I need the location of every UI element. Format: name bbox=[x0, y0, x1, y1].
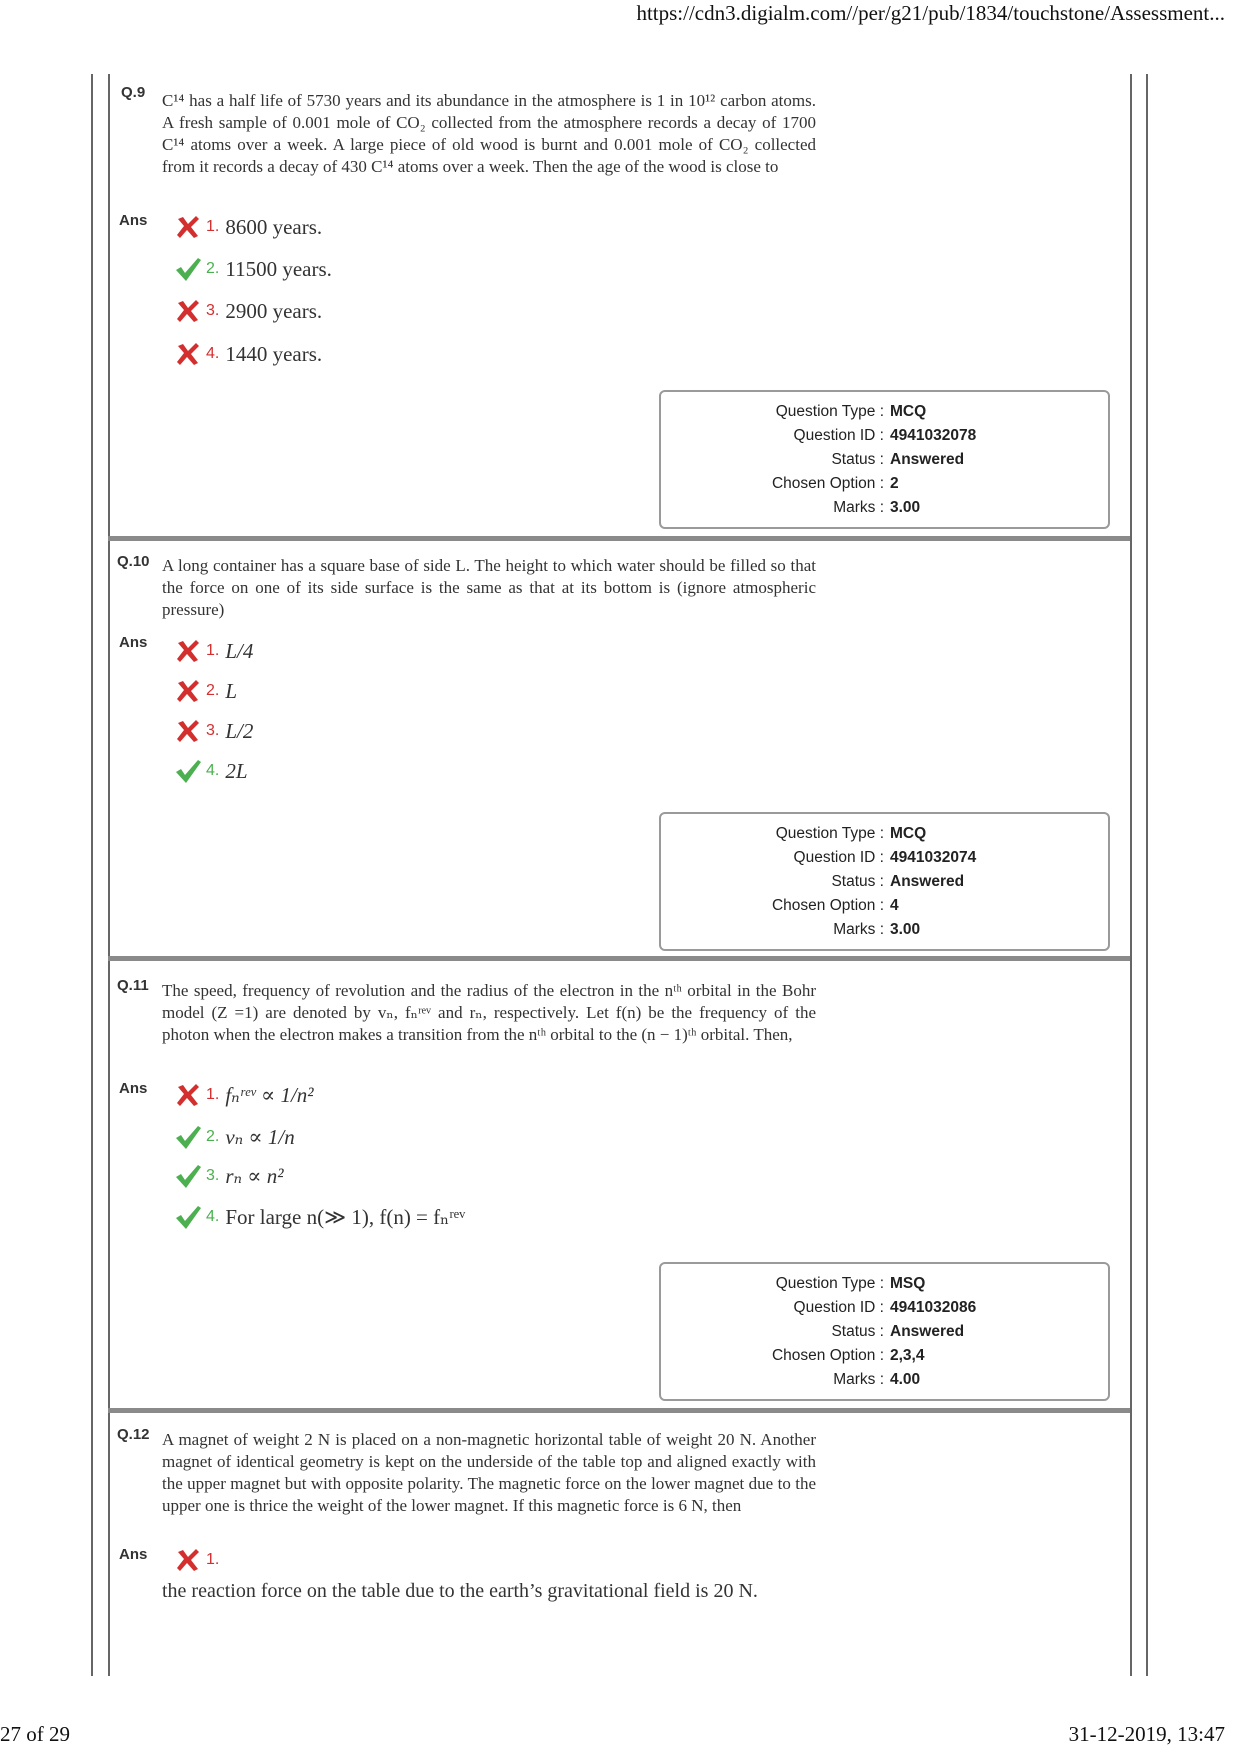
option-4 bbox=[174, 1200, 465, 1234]
marks-value: 3.00 bbox=[890, 921, 921, 938]
question-text: A magnet of weight 2 N is placed on a non-magnetic horizontal table of weight 20 N. Another magnet of identical geometry is kept on the underside of the table top and aligned exactly with the upper magnet but with opposite polarity. The magnetic force on the lower magnet due to the upper one is thrice the weight of the lower magnet. If this magnetic force is 6 N, then bbox=[162, 1430, 816, 1515]
option-text: 8600 years. bbox=[225, 214, 323, 239]
check-icon bbox=[174, 1162, 202, 1190]
option-text: L/4 bbox=[225, 638, 254, 663]
option-text: 11500 years. bbox=[225, 256, 332, 281]
frame-line-inner-right bbox=[1130, 74, 1132, 1676]
info-label: Status : bbox=[831, 873, 884, 890]
option-number: 3. bbox=[206, 722, 220, 739]
cross-icon bbox=[174, 1546, 202, 1574]
check-icon bbox=[174, 757, 202, 785]
option-text: vₙ ∝ 1/n bbox=[225, 1124, 295, 1149]
option-text: For large n(≫ 1), f(n) = fₙʳᵉᵛ bbox=[225, 1204, 466, 1229]
question-id-value: 4941032074 bbox=[890, 849, 977, 866]
question-info-box bbox=[659, 812, 1110, 951]
cross-icon bbox=[174, 340, 202, 368]
question-text: The speed, frequency of revolution and the radius of the electron in the nᵗʰ orbital in the Bohr model (Z =1) are denoted by vₙ, fₙʳᵉᵛ and rₙ, respectively. Let f(n) be the frequency of the photon when the electron makes a transition from the nᵗʰ orbital to the (n − 1)ᵗʰ orbital. Then, bbox=[162, 981, 816, 1044]
info-label: Chosen Option : bbox=[771, 897, 884, 914]
question-type-value: MCQ bbox=[890, 403, 927, 420]
option-number: 4. bbox=[206, 1208, 220, 1225]
option-1 bbox=[174, 210, 322, 244]
option-number: 2. bbox=[206, 682, 220, 699]
info-label: Chosen Option : bbox=[771, 475, 884, 492]
option-number: 2. bbox=[206, 1128, 220, 1145]
info-label: Marks : bbox=[833, 499, 884, 516]
option-2 bbox=[174, 674, 237, 708]
check-icon bbox=[174, 255, 202, 283]
question-type-value: MSQ bbox=[890, 1275, 926, 1292]
answer-label: Ans bbox=[119, 634, 148, 651]
option-text: L bbox=[225, 678, 238, 703]
question-info-box bbox=[659, 390, 1110, 529]
option-3 bbox=[174, 714, 253, 748]
option-number: 1. bbox=[206, 1551, 220, 1568]
option-text: the reaction force on the table due to the earth’s gravitational field is 20 N. bbox=[162, 1580, 758, 1602]
cross-icon bbox=[174, 297, 202, 325]
cross-icon bbox=[174, 677, 202, 705]
option-number: 1. bbox=[206, 642, 220, 659]
question-text: A long container has a square base of side L. The height to which water should be filled so that the force on one of its side surface is the same as that at its bottom is (ignore atmospheric pressure) bbox=[162, 556, 816, 619]
info-label: Status : bbox=[831, 1323, 884, 1340]
answer-label: Ans bbox=[119, 1080, 148, 1097]
option-number: 1. bbox=[206, 1086, 220, 1103]
page-counter: 27 of 29 bbox=[0, 1722, 70, 1746]
status-value: Answered bbox=[890, 873, 965, 890]
option-text: fₙʳᵉᵛ ∝ 1/n² bbox=[225, 1082, 314, 1107]
question-number: Q.11 bbox=[117, 977, 149, 994]
info-label: Question Type : bbox=[775, 825, 884, 842]
print-datetime: 31-12-2019, 13:47 bbox=[1068, 1722, 1225, 1746]
option-text: rₙ ∝ n² bbox=[225, 1163, 284, 1188]
status-value: Answered bbox=[890, 451, 965, 468]
question-type-value: MCQ bbox=[890, 825, 927, 842]
question-text: C¹⁴ has a half life of 5730 years and its abundance in the atmosphere is 1 in 10¹² carbon atoms. A fresh sample of 0.001 mole of CO₂ collected from the atmosphere records a decay of 1700 C¹⁴ atoms over a week. A large piece of old wood is burnt and 0.001 mole of CO₂ collected from it records a decay of 430 C¹⁴ atoms over a week. Then the age of the wood is close to bbox=[162, 91, 816, 176]
question-separator bbox=[108, 1408, 1130, 1413]
option-number: 4. bbox=[206, 345, 220, 362]
option-text: 1440 years. bbox=[225, 341, 323, 366]
frame-line-outer-right bbox=[1146, 74, 1148, 1676]
check-icon bbox=[174, 1203, 202, 1231]
marks-value: 3.00 bbox=[890, 499, 921, 516]
info-label: Question ID : bbox=[793, 1299, 884, 1316]
option-text: 2L bbox=[225, 758, 248, 783]
info-label: Status : bbox=[831, 451, 884, 468]
marks-value: 4.00 bbox=[890, 1371, 921, 1388]
option-text: 2900 years. bbox=[225, 298, 323, 323]
info-label: Marks : bbox=[833, 921, 884, 938]
option-2 bbox=[174, 252, 332, 286]
option-text: L/2 bbox=[225, 718, 254, 743]
option-1 bbox=[174, 1078, 314, 1112]
frame-line-inner-left bbox=[108, 74, 110, 1676]
question-number: Q.12 bbox=[117, 1426, 150, 1443]
info-label: Question ID : bbox=[793, 427, 884, 444]
info-label: Question ID : bbox=[793, 849, 884, 866]
option-number: 1. bbox=[206, 218, 220, 235]
cross-icon bbox=[174, 1081, 202, 1109]
option-number: 3. bbox=[206, 1167, 220, 1184]
question-separator bbox=[108, 956, 1130, 961]
info-label: Question Type : bbox=[775, 1275, 884, 1292]
cross-icon bbox=[174, 637, 202, 665]
option-3 bbox=[174, 294, 322, 328]
answer-label: Ans bbox=[119, 1546, 148, 1563]
chosen-option-value: 4 bbox=[890, 897, 899, 914]
option-1 bbox=[174, 1543, 225, 1577]
question-separator bbox=[108, 536, 1130, 541]
option-number: 3. bbox=[206, 302, 220, 319]
chosen-option-value: 2,3,4 bbox=[890, 1347, 925, 1364]
option-number: 4. bbox=[206, 762, 220, 779]
option-number: 2. bbox=[206, 260, 220, 277]
info-label: Question Type : bbox=[775, 403, 884, 420]
answer-label: Ans bbox=[119, 212, 148, 229]
frame-line-outer-left bbox=[91, 74, 93, 1676]
info-label: Chosen Option : bbox=[771, 1347, 884, 1364]
status-value: Answered bbox=[890, 1323, 965, 1340]
option-4 bbox=[174, 754, 248, 788]
option-1 bbox=[174, 634, 253, 668]
info-label: Marks : bbox=[833, 1371, 884, 1388]
question-id-value: 4941032086 bbox=[890, 1299, 977, 1316]
option-4 bbox=[174, 337, 322, 371]
question-number: Q.9 bbox=[121, 84, 146, 101]
question-info-box bbox=[659, 1262, 1110, 1401]
option-3 bbox=[174, 1159, 284, 1193]
option-2 bbox=[174, 1120, 295, 1154]
cross-icon bbox=[174, 213, 202, 241]
chosen-option-value: 2 bbox=[890, 475, 899, 492]
check-icon bbox=[174, 1123, 202, 1151]
question-number: Q.10 bbox=[117, 553, 150, 570]
cross-icon bbox=[174, 717, 202, 745]
question-id-value: 4941032078 bbox=[890, 427, 977, 444]
page-url[interactable]: https://cdn3.digialm.com//per/g21/pub/1834/touchstone/Assessment... bbox=[636, 1, 1225, 25]
